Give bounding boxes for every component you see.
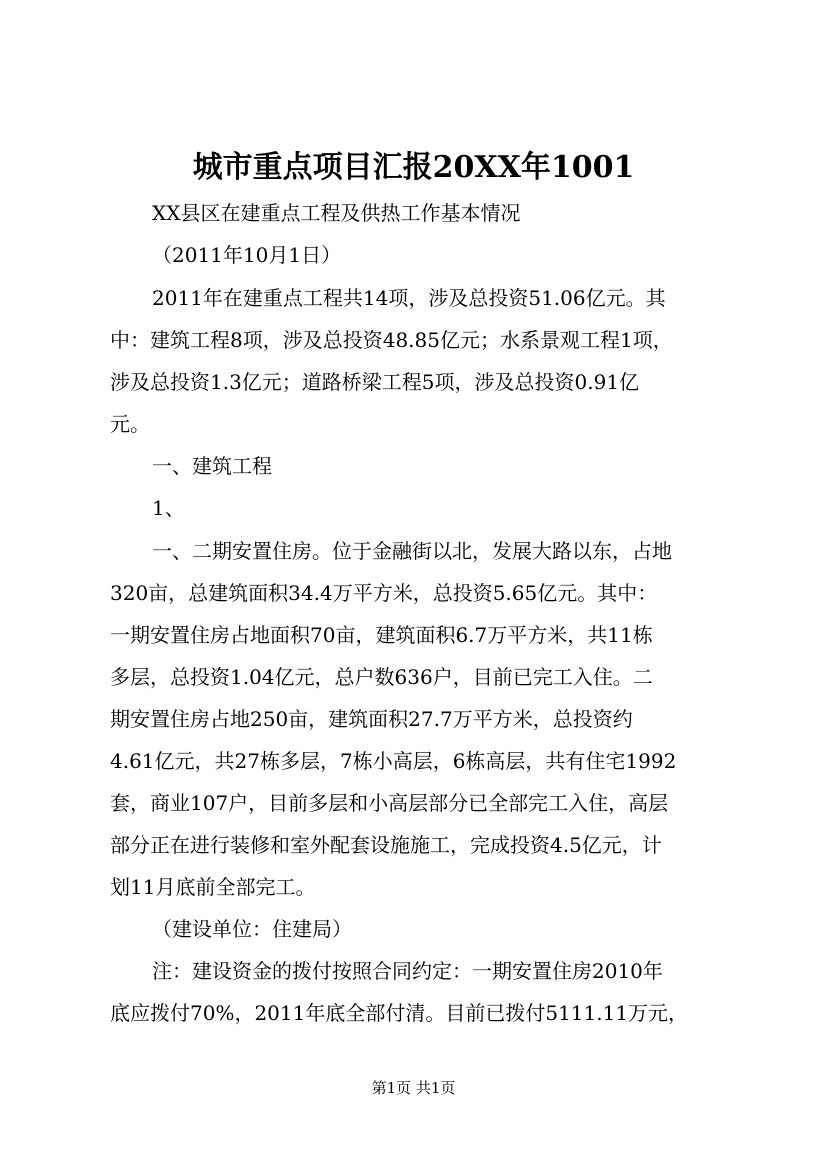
paragraph-line: 4.61亿元，共27栋多层，7栋小高层，6栋高层，共有住宅1992	[110, 749, 677, 773]
paragraph-line: 一、二期安置住房。位于金融街以北，发展大路以东，占地	[152, 539, 672, 563]
paragraph-line: 2011年在建重点工程共14项，涉及总投资51.06亿元。其	[152, 286, 666, 310]
page-footer: 第1页 共1页	[371, 1079, 456, 1097]
paragraph-line: 套，商业107户，目前多层和小高层部分已全部完工入住，高层	[110, 791, 669, 815]
note-line: 底应拨付70%，2011年底全部付清。目前已拨付5111.11万元，	[110, 1001, 689, 1025]
note-line: 注：建设资金的拨付按照合同约定：一期安置住房2010年	[152, 959, 663, 983]
paragraph-line: 多层，总投资1.04亿元，总户数636户，目前已完工入住。二	[110, 665, 653, 689]
paragraph-line: 涉及总投资1.3亿元；道路桥梁工程5项，涉及总投资0.91亿	[110, 370, 640, 394]
date-line: （2011年10月1日）	[152, 243, 342, 267]
section-heading: 一、建筑工程	[152, 454, 272, 478]
paragraph-line: 期安置住房占地250亩，建筑面积27.7万平方米，总投资约	[110, 707, 633, 731]
paragraph-line: 部分正在进行装修和室外配套设施施工，完成投资4.5亿元，计	[110, 833, 662, 857]
construction-unit-line: （建设单位：住建局）	[152, 917, 352, 941]
paragraph-line: 一期安置住房占地面积70亩，建筑面积6.7万平方米，共11栋	[110, 623, 653, 647]
subtitle-line: XX县区在建重点工程及供热工作基本情况	[152, 201, 521, 225]
item-number: 1、	[152, 496, 185, 520]
paragraph-line: 中：建筑工程8项，涉及总投资48.85亿元；水系景观工程1项，	[110, 328, 673, 352]
paragraph-line: 元。	[110, 412, 150, 436]
document-title: 城市重点项目汇报20XX年1001	[192, 150, 635, 185]
paragraph-line: 320亩，总建筑面积34.4万平方米，总投资5.65亿元。其中：	[110, 581, 658, 605]
paragraph-line: 划11月底前全部完工。	[110, 875, 316, 899]
